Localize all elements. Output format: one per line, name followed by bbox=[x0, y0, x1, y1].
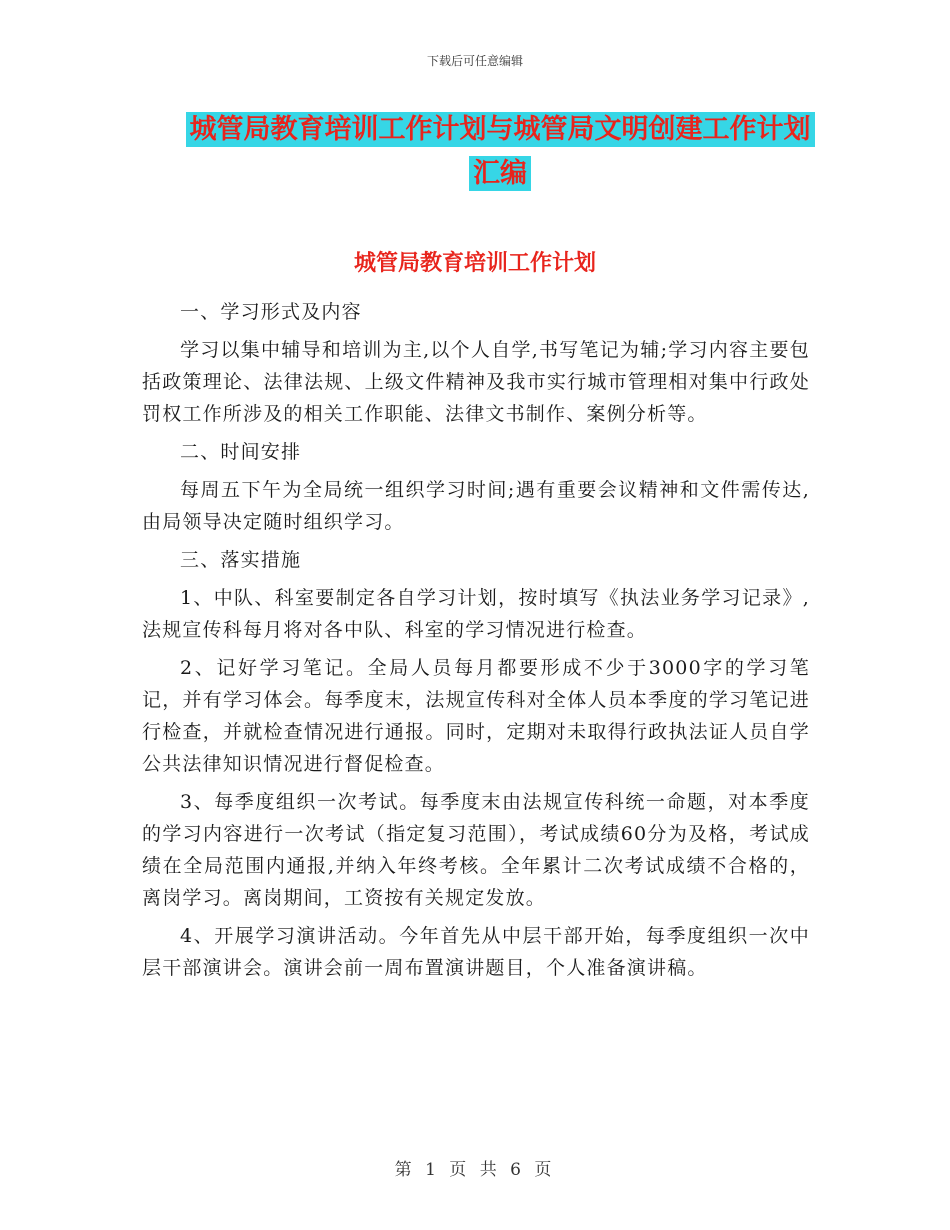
paragraph: 学习以集中辅导和培训为主,以个人自学,书写笔记为辅;学习内容主要包括政策理论、法律法规、上级文件精神及我市实行城市管理相对集中行政处罚权工作所涉及的相关工作职能、法律文书制作、案例分析等。 bbox=[142, 339, 810, 425]
paragraph: 3、每季度组织一次考试。每季度末由法规宣传科统一命题，对本季度的学习内容进行一次考试（指定复习范围），考试成绩60分为及格，考试成绩在全局范围内通报,并纳入年终考核。全年累计二次考试成绩不合格的，离岗学习。离岗期间，工资按有关规定发放。 bbox=[142, 791, 810, 909]
document-title-line1: 城管局教育培训工作计划与城管局文明创建工作计划 bbox=[186, 112, 815, 147]
paragraph-heading-1: 一、学习形式及内容 bbox=[180, 301, 362, 323]
document-title bbox=[120, 108, 880, 196]
paragraph-heading-2: 二、时间安排 bbox=[180, 441, 302, 463]
document-body bbox=[142, 296, 810, 990]
document-title-line2: 汇编 bbox=[469, 156, 531, 191]
paragraph: 每周五下午为全局统一组织学习时间;遇有重要会议精神和文件需传达,由局领导决定随时组织学习。 bbox=[142, 479, 810, 533]
header-note: 下载后可任意编辑 bbox=[426, 54, 523, 68]
page-number: 第 1 页 共 6 页 bbox=[394, 1160, 556, 1180]
section-title: 城管局教育培训工作计划 bbox=[353, 250, 596, 276]
paragraph: 2、记好学习笔记。全局人员每月都要形成不少于3000字的学习笔记，并有学习体会。每季度末，法规宣传科对全体人员本季度的学习笔记进行检查，并就检查情况进行通报。同时，定期对未取得行政执法证人员自学公共法律知识情况进行督促检查。 bbox=[142, 657, 810, 775]
paragraph: 4、开展学习演讲活动。今年首先从中层干部开始，每季度组织一次中层干部演讲会。演讲会前一周布置演讲题目，个人准备演讲稿。 bbox=[142, 925, 810, 979]
paragraph-heading-3: 三、落实措施 bbox=[180, 549, 302, 571]
paragraph: 1、中队、科室要制定各自学习计划，按时填写《执法业务学习记录》,法规宣传科每月将对各中队、科室的学习情况进行检查。 bbox=[142, 587, 810, 641]
